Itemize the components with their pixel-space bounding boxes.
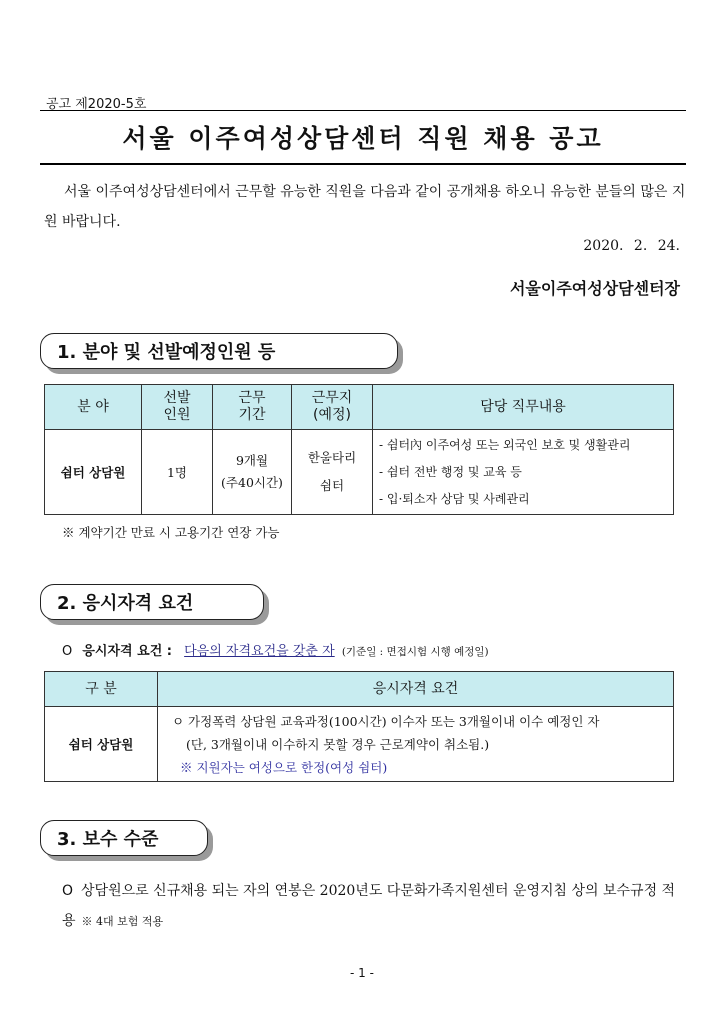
bullet-icon: O	[62, 644, 73, 659]
salary-paragraph	[62, 876, 686, 937]
qualification-line	[62, 640, 489, 659]
table-header-row	[45, 672, 674, 707]
notice-date: 2020. 2. 24.	[583, 238, 680, 254]
insurance-note: ※ 4대 보험 적용	[81, 915, 164, 928]
duty-item: - 쉼터 전반 행정 및 교육 등	[379, 464, 522, 479]
qualification-basis: (기준일 : 면접시험 시행 예정일)	[341, 646, 489, 658]
page-title: 서울 이주여성상담센터 직원 채용 공고	[122, 124, 604, 153]
title-box	[40, 110, 686, 165]
cell-duties	[373, 430, 674, 515]
section-3-heading: 3. 보수 수준	[40, 820, 208, 856]
cell-location: 한울타리 쉼터	[292, 430, 373, 515]
duty-item: - 쉼터內 이주여성 또는 외국인 보호 및 생활관리	[379, 437, 631, 452]
requirement-note: (단, 3개월이내 이수하지 못할 경우 근로계약이 취소됨.)	[186, 736, 490, 752]
qualification-table	[44, 671, 674, 782]
header-duties: 담당 직무내용	[373, 385, 674, 430]
contract-note: ※ 계약기간 만료 시 고용기간 연장 가능	[62, 525, 280, 540]
header-period: 근무 기간	[213, 385, 292, 430]
header-field: 분 야	[45, 385, 142, 430]
signer: 서울이주여성상담센터장	[509, 279, 680, 298]
page-number: - 1 -	[350, 966, 374, 980]
intro-paragraph: 서울 이주여성상담센터에서 근무할 유능한 직원을 다음과 같이 공개채용 하오니 유능한 분들의 많은 지원 바랍니다.	[44, 184, 686, 230]
header-requirements: 응시자격 요건	[158, 672, 674, 707]
table-row	[45, 707, 674, 782]
positions-table	[44, 384, 674, 515]
table-header-row	[45, 385, 674, 430]
requirement-gender-note: ※ 지원자는 여성으로 한정(여성 쉼터)	[180, 759, 388, 775]
cell-field: 쉼터 상담원	[45, 707, 158, 782]
qualification-text: 다음의 자격요건을 갖춘 자	[184, 644, 335, 659]
cell-count: 1명	[142, 430, 213, 515]
table-row	[45, 430, 674, 515]
section-2-heading: 2. 응시자격 요건	[40, 584, 264, 620]
salary-text: 상담원으로 신규채용 되는 자의 연봉은 2020년도 다문화가족지원센터 운영지침 상의 보수규정 적용	[62, 883, 676, 929]
qualification-label: 응시자격 요건 :	[82, 644, 172, 659]
section-1-heading: 1. 분야 및 선발예정인원 등	[40, 333, 398, 369]
bullet-icon: O	[62, 883, 74, 899]
duty-item: - 입·퇴소자 상담 및 사례관리	[379, 491, 530, 506]
notice-number: 공고 제2020-5호	[46, 97, 147, 112]
cell-requirements	[158, 707, 674, 782]
header-category: 구 분	[45, 672, 158, 707]
cell-field: 쉼터 상담원	[45, 430, 142, 515]
requirement-item: ㅇ 가정폭력 상담원 교육과정(100시간) 이수자 또는 3개월이내 이수 예정인 자	[172, 713, 600, 729]
header-count: 선발 인원	[142, 385, 213, 430]
cell-period: 9개월 (주40시간)	[213, 430, 292, 515]
header-location: 근무지 (예정)	[292, 385, 373, 430]
